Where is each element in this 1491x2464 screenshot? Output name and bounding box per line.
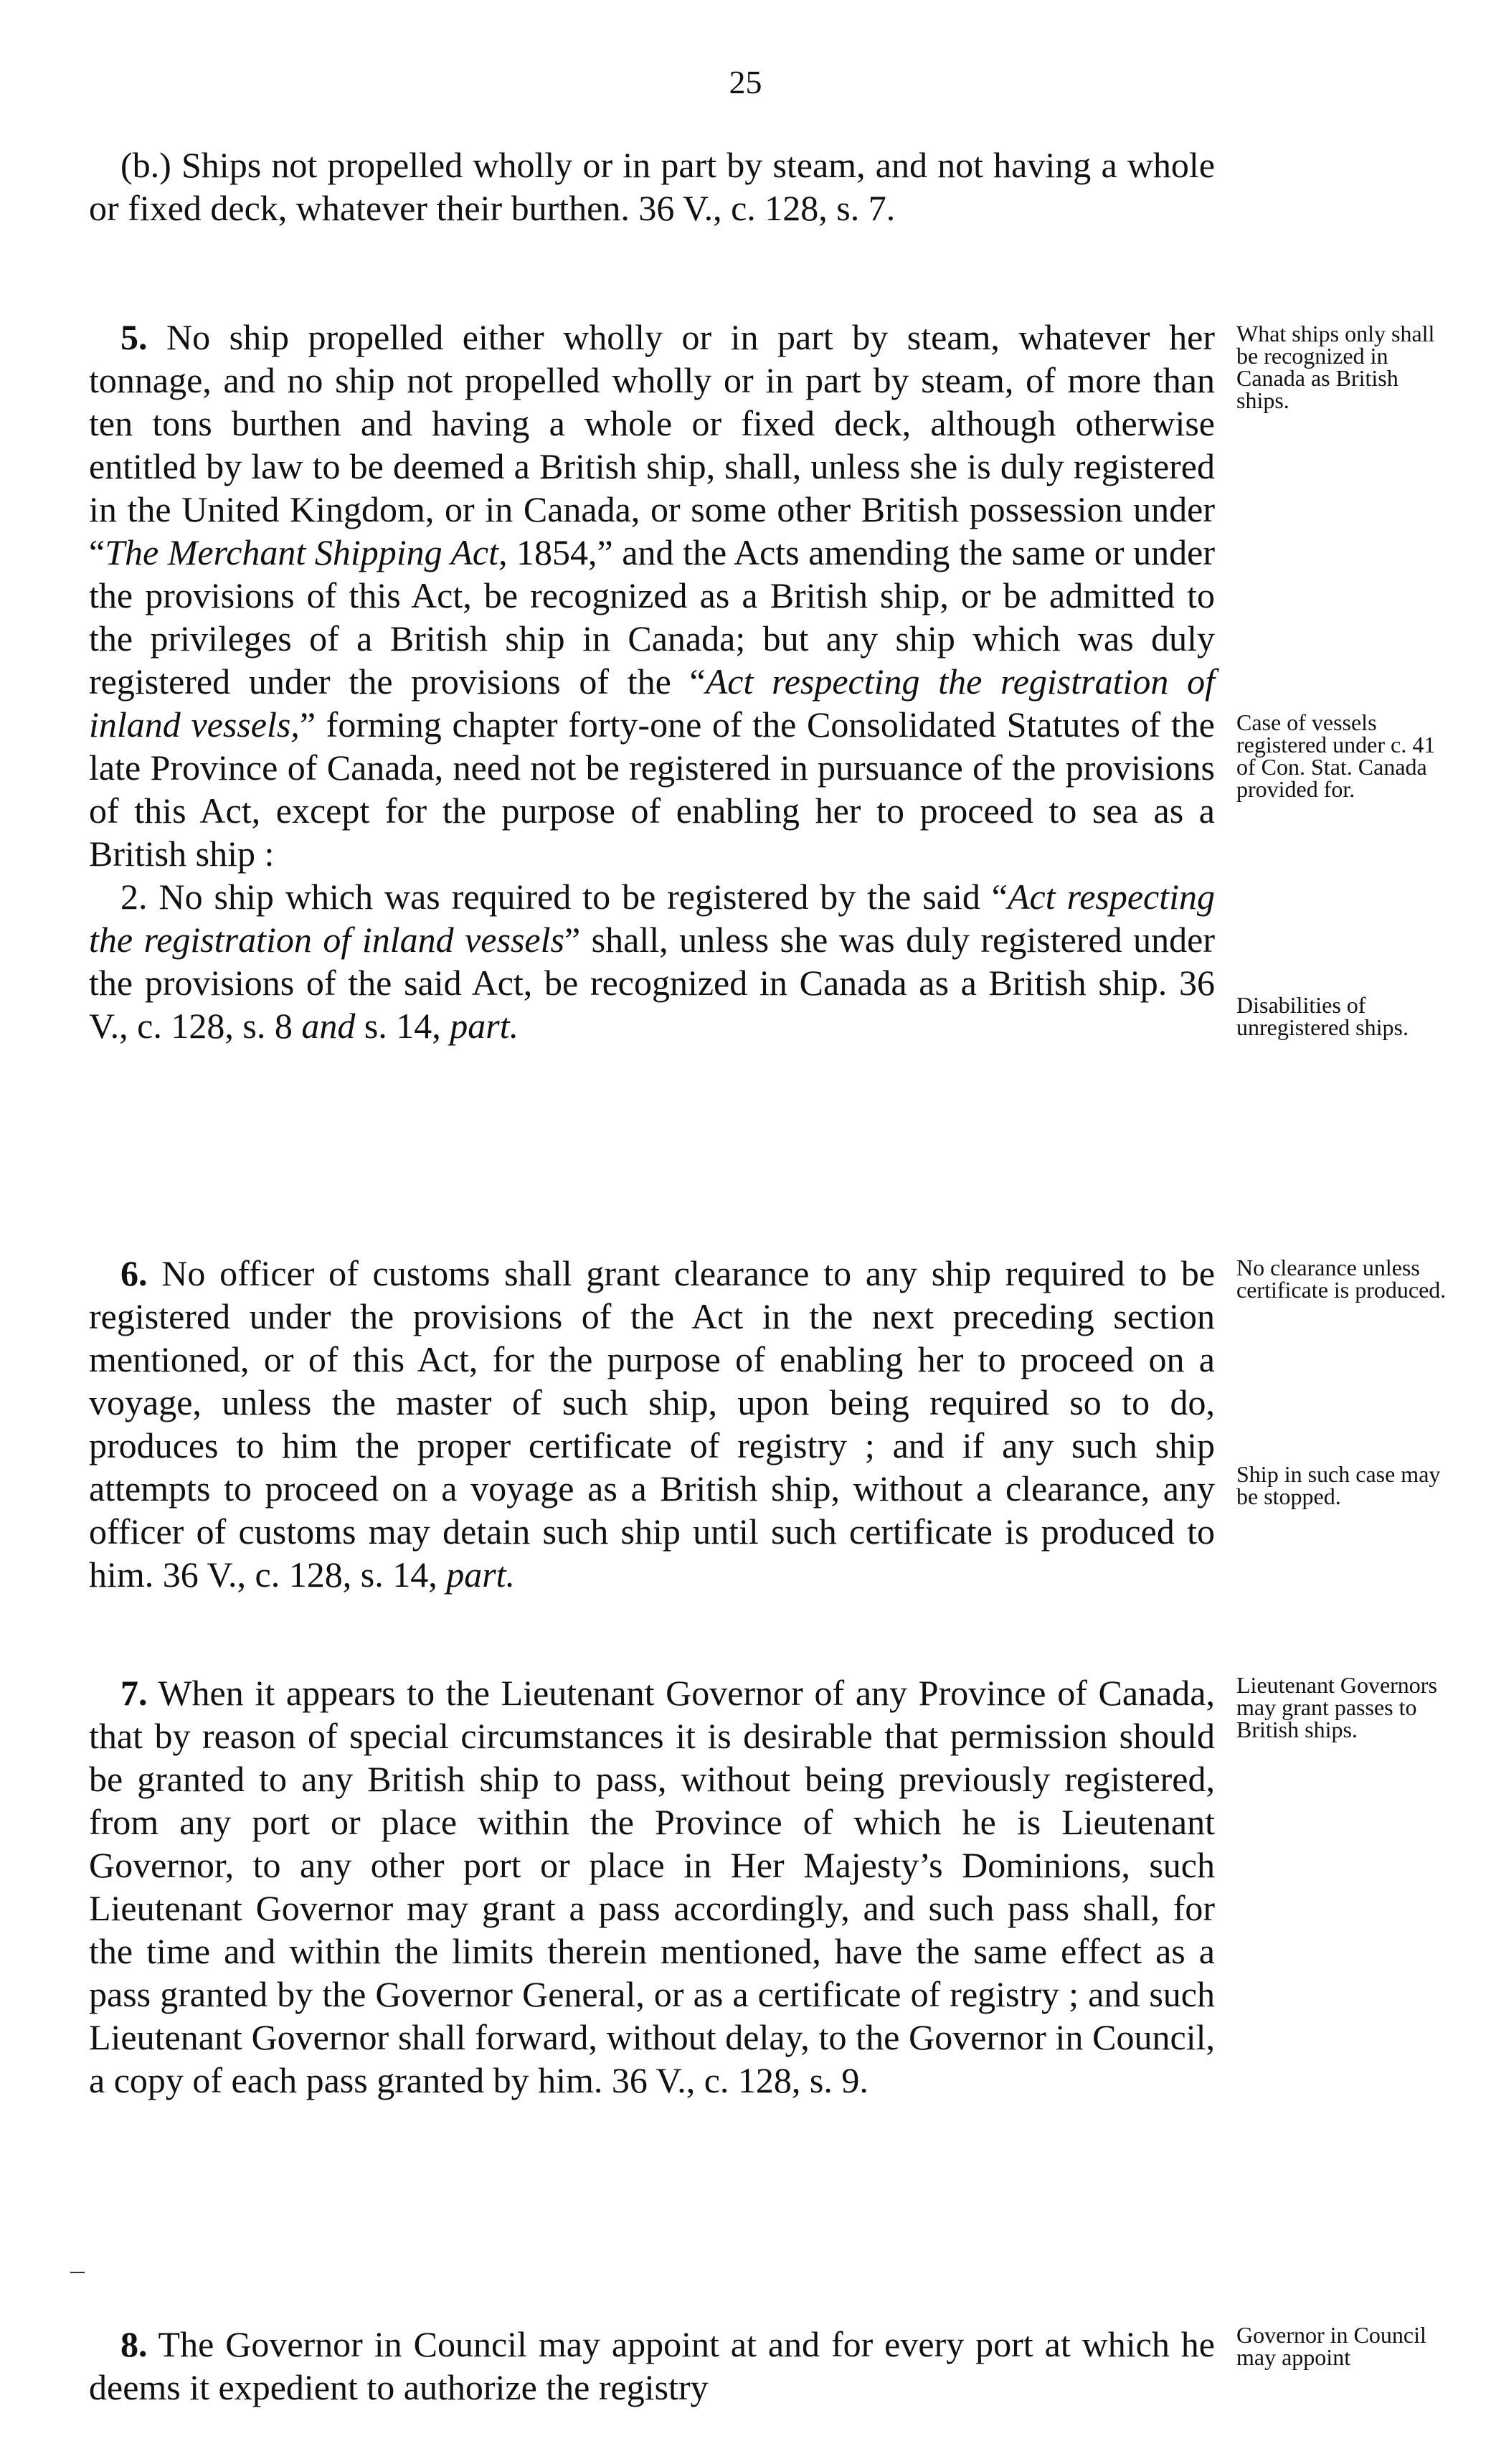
margin-note-ship-stopped: Ship in such case may be stopped. bbox=[1236, 1461, 1441, 1509]
subsection-2-act: Act respecting the registration of inland vessels bbox=[89, 877, 1216, 960]
margin-note-what-ships: What ships only shall be recognized in Canada as British ships. bbox=[1236, 321, 1435, 413]
page-number: 25 bbox=[729, 64, 762, 100]
margin-note-governor-council: Governor in Council may appoint bbox=[1236, 2322, 1426, 2370]
margin-mark bbox=[70, 2272, 85, 2273]
section-8-number: 8. bbox=[120, 2324, 148, 2364]
section-5-text-3: ” forming chapter forty-one of the Consolidated Statutes of the late Province of Canada, need not be registered in pursuance of the provisions of this Act, except for the purpose of enabling her to proceed to sea as a British ship : bbox=[89, 704, 1215, 874]
paragraph-b-label: (b.) bbox=[120, 145, 171, 185]
section-7-number: 7. bbox=[120, 1673, 148, 1713]
section-6-text: No officer of customs shall grant clearance to any ship required to be registered under the provisions of the Act in the next preceding section mentioned, or of this Act, for the purpose of enabling her to proceed on a voyage, unless the master of such ship, upon being required so to do, produces to him the proper certificate of registry ; and if any such ship attempts to proceed on a voyage as a British ship, without a clearance, any officer of customs may detain such ship until such certificate is produced to him. 36 V., c. 128, s. 14, bbox=[89, 1253, 1216, 1595]
section-5-act-2: Act respecting the registration of inland vessels, bbox=[89, 661, 1215, 745]
section-6-number: 6. bbox=[120, 1253, 148, 1293]
section-5-subsection-2 bbox=[89, 875, 1215, 1047]
subsection-2-and: and bbox=[301, 1006, 356, 1046]
section-8 bbox=[89, 2323, 1215, 2409]
section-7 bbox=[89, 1671, 1215, 2102]
margin-note-no-clearance: No clearance unless certificate is produced. bbox=[1236, 1255, 1447, 1303]
section-5-act-1: The Merchant Shipping Act, bbox=[105, 532, 508, 572]
subsection-2-part: part. bbox=[450, 1006, 519, 1046]
subsection-2-text-2: ” shall, unless she was duly registered under the provisions of the said Act, be recognized in Canada as a British ship. 36 V., c. 128, s. 8 bbox=[89, 920, 1215, 1046]
section-6-part: part. bbox=[446, 1554, 516, 1595]
margin-note-case-of-vessels: Case of vessels registered under c. 41 of Con. Stat. Canada provided for. bbox=[1236, 709, 1436, 802]
paragraph-b-body: Ships not propelled wholly or in part by steam, and not having a whole or fixed deck, whatever their burthen. 36 V., c. 128, s. 7. bbox=[89, 145, 1216, 228]
subsection-2-text-3: s. 14, bbox=[355, 1006, 450, 1046]
section-7-paragraph bbox=[89, 1671, 1215, 2102]
margin-note-lt-governors: Lieutenant Governors may grant passes to British ships. bbox=[1236, 1672, 1437, 1742]
section-8-text: The Governor in Council may appoint at and for every port at which he deems it expedient to authorize the registry bbox=[89, 2324, 1215, 2407]
section-5-text-1: No ship propelled either wholly or in part by steam, whatever her tonnage, and no ship not propelled wholly or in part by steam, of more than ten tons burthen and having a whole or fixed deck, although otherwise entitled by law to be deemed a British ship, shall, unless she is duly registered in the United Kingdom, or in Canada, or some other British possession under “ bbox=[89, 317, 1216, 572]
subsection-2-number: 2. bbox=[120, 877, 148, 917]
section-5-paragraph bbox=[89, 316, 1215, 875]
section-8-paragraph bbox=[89, 2323, 1215, 2409]
section-6-paragraph bbox=[89, 1252, 1215, 1596]
section-5-text-2: 1854,” and the Acts amending the same or under the provisions of this Act, be recognized as a British ship, or be admitted to the privileges of a British ship in Canada; but any ship which was duly registered under the provisions of the “ bbox=[89, 532, 1215, 702]
paragraph-b-text bbox=[89, 143, 1215, 230]
section-5 bbox=[89, 316, 1215, 1047]
section-5-number: 5. bbox=[120, 317, 148, 357]
subsection-2-text-1: No ship which was required to be registered by the said “ bbox=[158, 877, 1008, 917]
margin-note-disabilities: Disabilities of unregistered ships. bbox=[1236, 992, 1409, 1040]
paragraph-b bbox=[89, 143, 1215, 230]
section-7-text: When it appears to the Lieutenant Governor of any Province of Canada, that by reason of special circumstances it is desirable that permission should be granted to any British ship to pass, without being previously registered, from any port or place within the Province of which he is Lieutenant Governor, to any other port or place in Her Majesty’s Dominions, such Lieutenant Governor may grant a pass accordingly, and such pass shall, for the time and within the limits therein mentioned, have the same effect as a pass granted by the Governor General, or as a certificate of registry ; and such Lieutenant Governor shall forward, without delay, to the Governor in Council, a copy of each pass granted by him. 36 V., c. 128, s. 9. bbox=[89, 1673, 1215, 2100]
section-6 bbox=[89, 1252, 1215, 1596]
